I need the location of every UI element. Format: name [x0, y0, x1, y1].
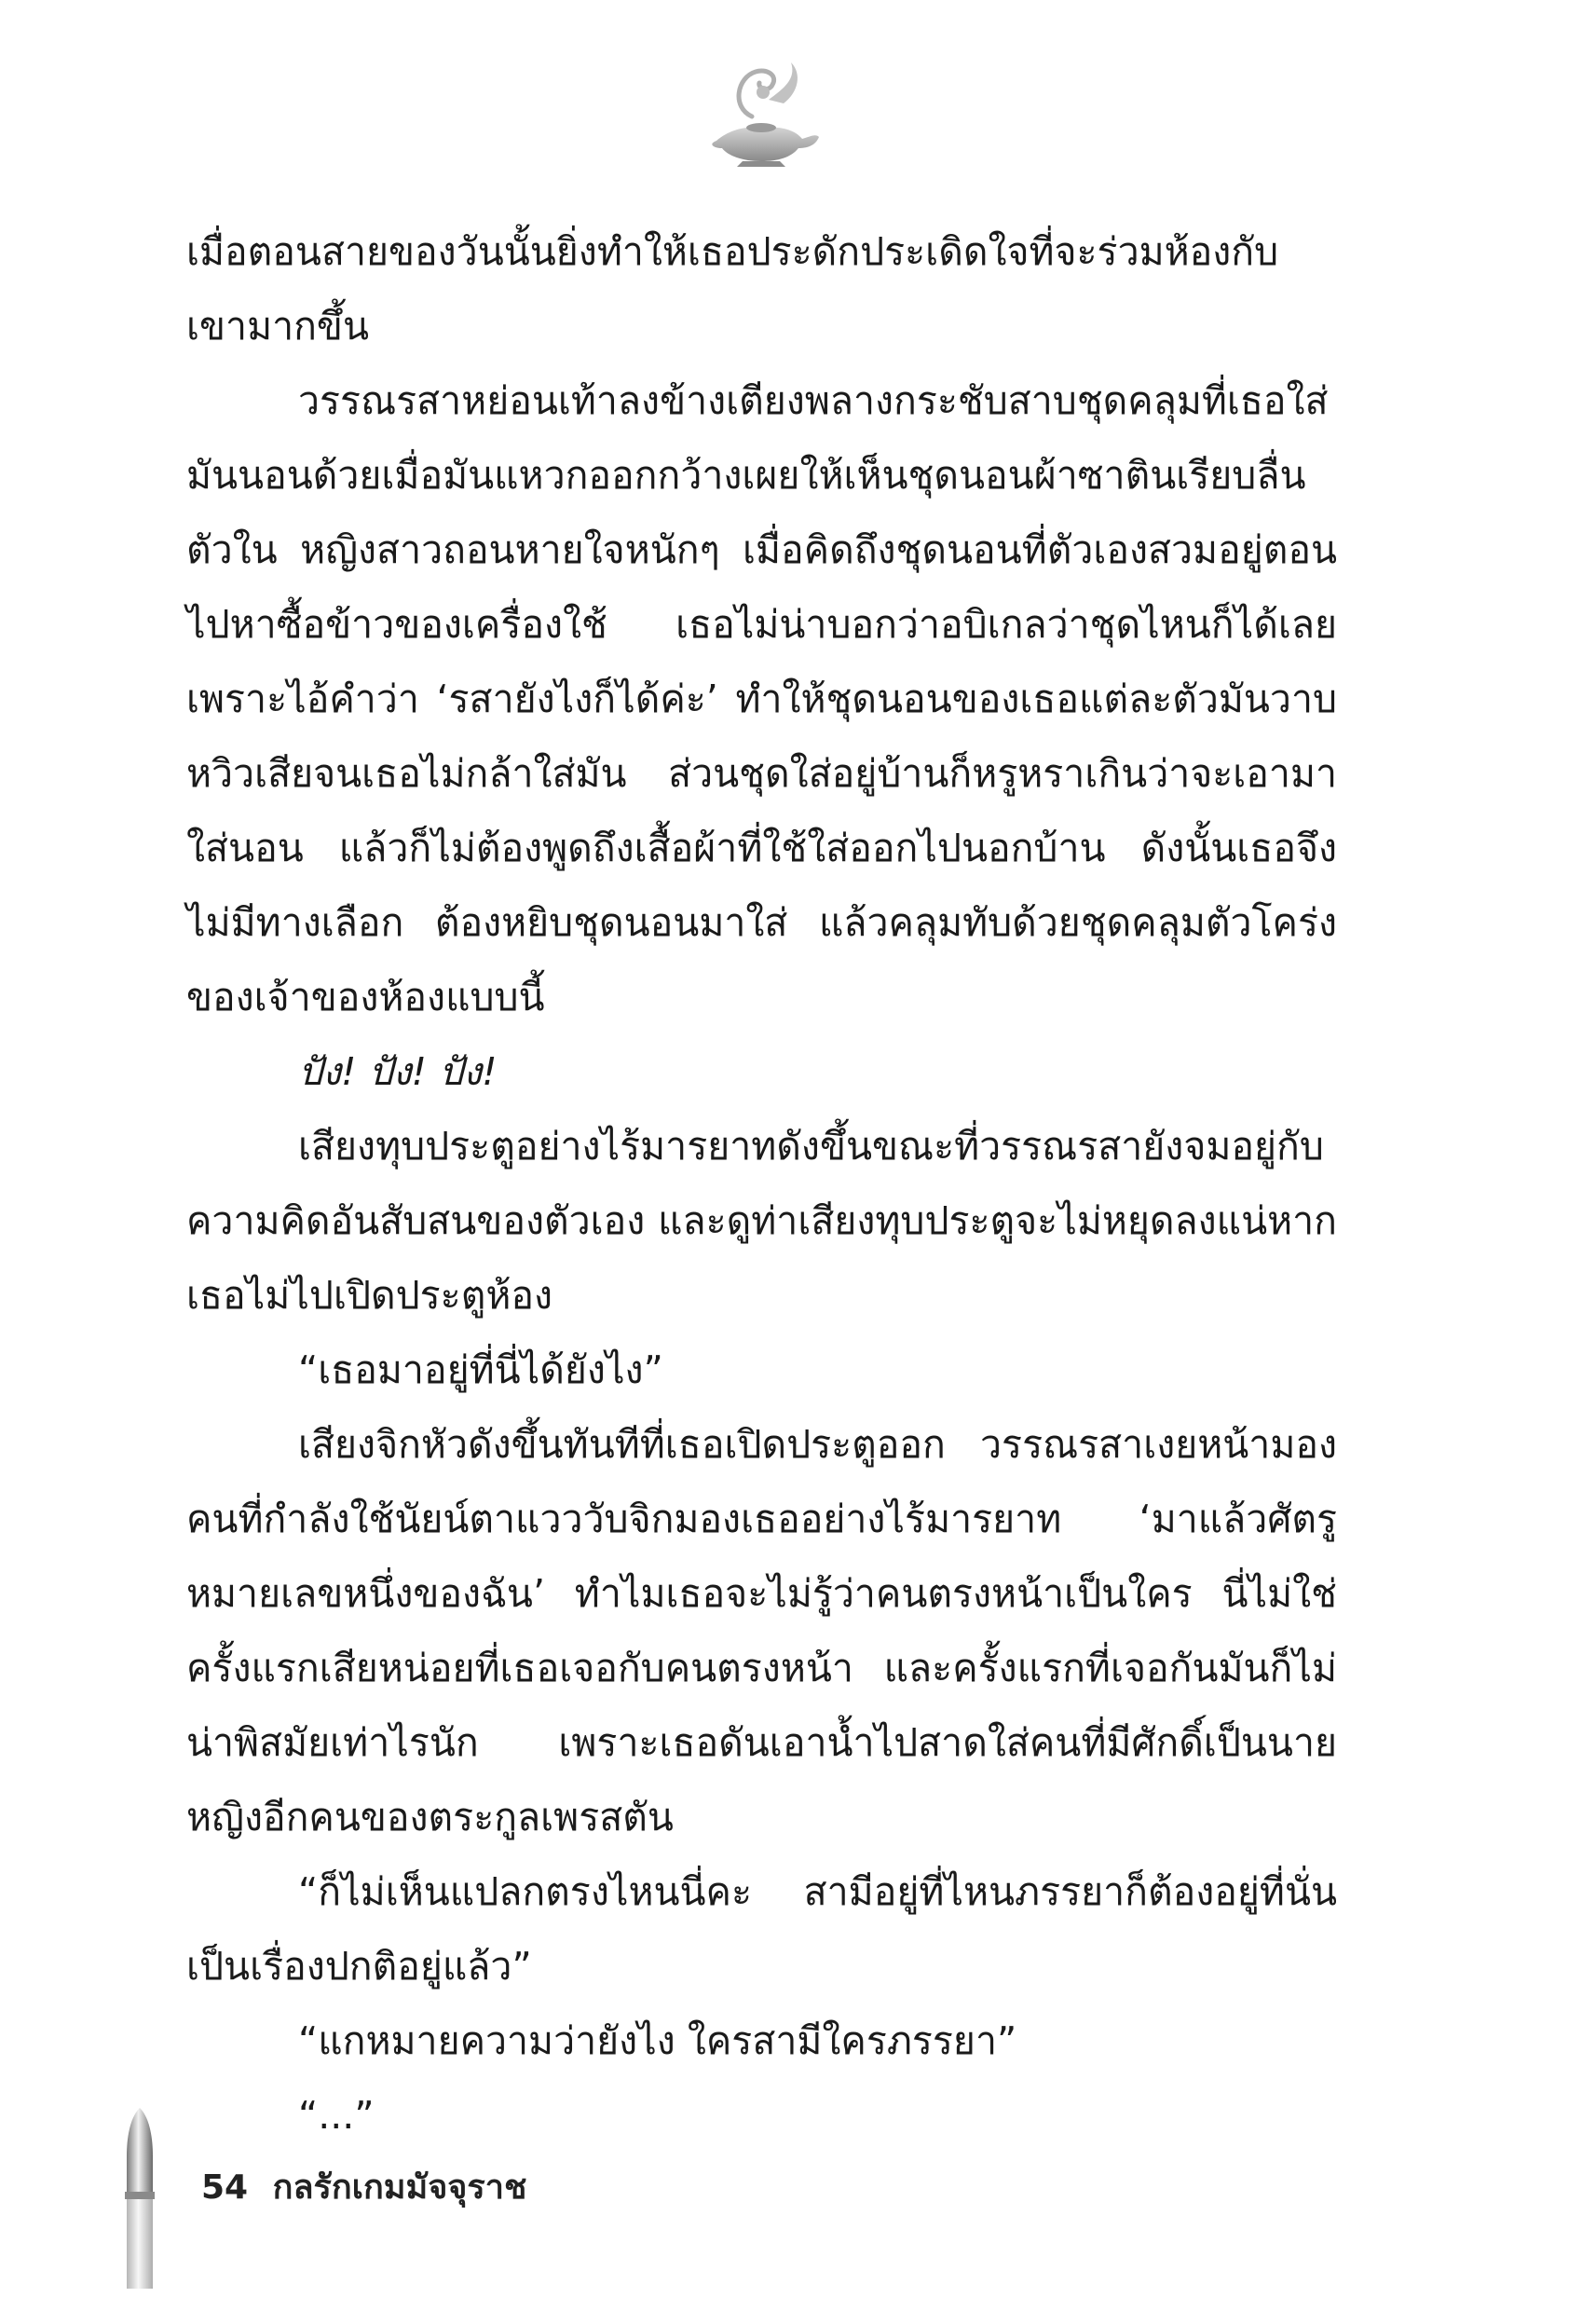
paragraph: วรรณรสาหย่อนเท้าลงข้างเตียงพลางกระชับสาบชุดคลุมที่เธอใส่มันนอนด้วยเมื่อมันแหวกออกกว้างเผยให้เห็นชุดนอนผ้าซาตินเรียบลื่นตัวใน หญิงสาวถอนหายใจหนักๆ เมื่อคิดถึงชุดนอนที่ตัวเองสวมอยู่ตอนไปหาซื้อข้าวของเครื่องใช้ เธอไม่น่าบอกว่าอบิเกลว่าชุดไหนก็ได้เลย เพราะไอ้คำว่า ‘รสายังไงก็ได้ค่ะ’ ทำให้ชุดนอนของเธอแต่ละตัวมันวาบหวิวเสียจนเธอไม่กล้าใส่มัน ส่วนชุดใส่อยู่บ้านก็หรูหราเกินว่าจะเอามาใส่นอน แล้วก็ไม่ต้องพูดถึงเสื้อผ้าที่ใช้ใส่ออกไปนอกบ้าน ดังนั้นเธอจึงไม่มีทางเลือก ต้องหยิบชุดนอนมาใส่ แล้วคลุมทับด้วยชุดคลุมตัวโคร่งของเจ้าของห้องแบบนี้	[186, 378, 1337, 1019]
dialogue-line: “ก็ไม่เห็นแปลกตรงไหนนี่คะ สามีอยู่ที่ไหนภรรยาก็ต้องอยู่ที่นั่นเป็นเรื่องปกติอยู่แล้ว”	[186, 1869, 1337, 1989]
page-number: 54	[201, 2168, 249, 2207]
paragraph: เสียงจิกหัวดังขึ้นทันทีที่เธอเปิดประตูออก วรรณรสาเงยหน้ามองคนที่กำลังใช้นัยน์ตาแวววับจิกมองเธออย่างไร้มารยาท ‘มาแล้วศัตรูหมายเลขหนึ่งของฉัน’ ทำไมเธอจะไม่รู้ว่าคนตรงหน้าเป็นใคร นี่ไม่ใช่ครั้งแรกเสียหน่อยที่เธอเจอกับคนตรงหน้า และครั้งแรกที่เจอกันมันก็ไม่น่าพิสมัยเท่าไรนัก เพราะเธอดันเอาน้ำไปสาดใส่คนที่มีศักดิ์เป็นนายหญิงอีกคนของตระกูลเพรสตัน	[186, 1422, 1337, 1839]
book-title: กลรักเกมมัจจุราช	[272, 2168, 527, 2207]
bullet-icon	[119, 2108, 160, 2294]
paragraph: เมื่อตอนสายของวันนั้นยิ่งทำให้เธอประดักประเดิดใจที่จะร่วมห้องกับเขามากขึ้น	[186, 229, 1279, 349]
dialogue-line: “เธอมาอยู่ที่นี่ได้ยังไง”	[298, 1347, 663, 1392]
body-text	[186, 214, 1337, 2153]
paragraph: เสียงทุบประตูอย่างไร้มารยาทดังขึ้นขณะที่วรรณรสายังจมอยู่กับความคิดอันสับสนของตัวเอง และดูท่าเสียงทุบประตูจะไม่หยุดลงแน่หากเธอไม่ไปเปิดประตูห้อง	[186, 1124, 1337, 1318]
paragraph-sound-effect: ปัง! ปัง! ปัง!	[298, 1049, 498, 1094]
dialogue-line: “แกหมายความว่ายังไง ใครสามีใครภรรยา”	[298, 2018, 1017, 2063]
dialogue-line: “...”	[298, 2093, 375, 2138]
genie-lamp-icon	[694, 51, 825, 172]
page-footer	[201, 2160, 526, 2213]
